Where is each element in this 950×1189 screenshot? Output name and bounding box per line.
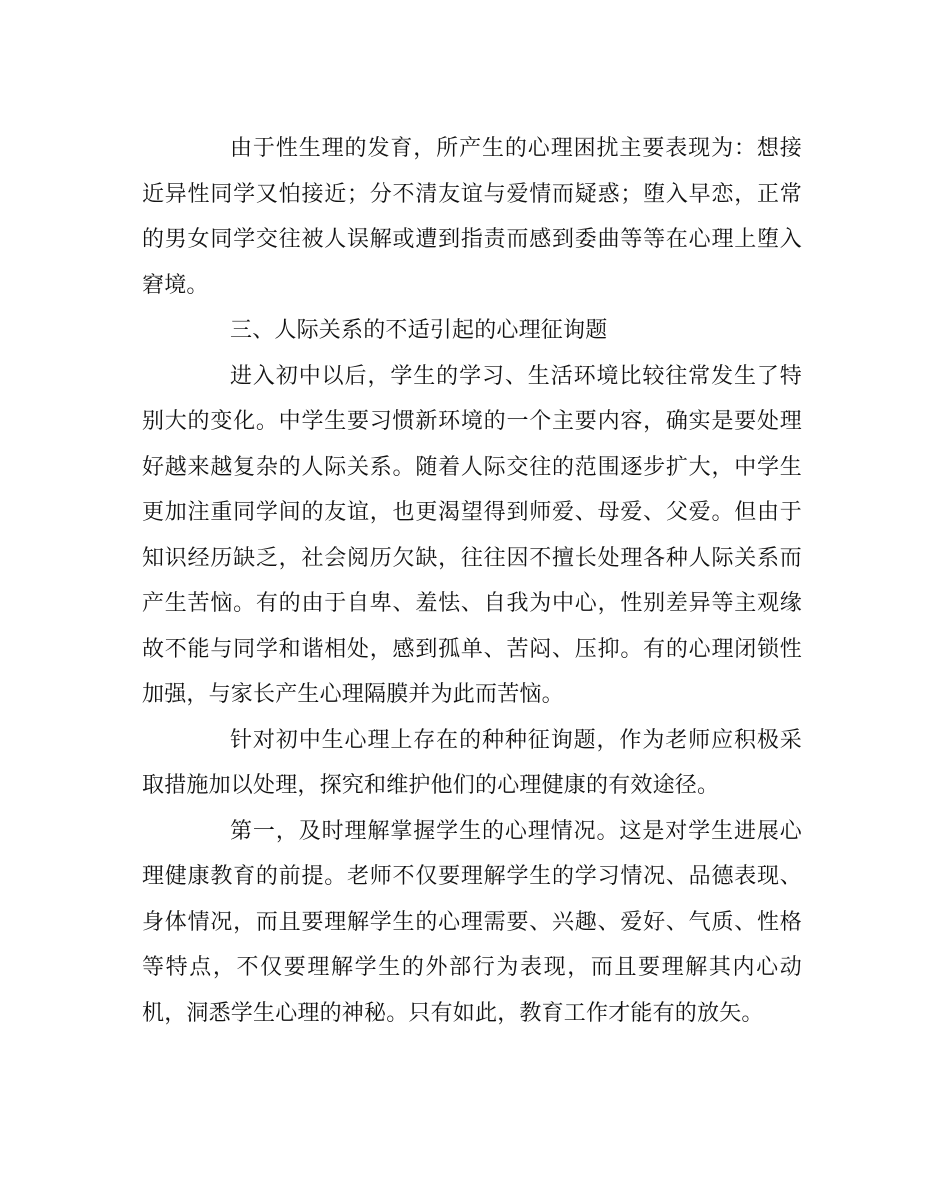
paragraph-interpersonal-changes: 进入初中以后，学生的学习、生活环境比较往常发生了特别大的变化。中学生要习惯新环境的一个主要内容，确实是要处理好越来越复杂的人际关系。随着人际交往的范围逐步扩大，中学生更加注重同学间的友谊，也更渴望得到师爱、母爱、父爱。但由于知识经历缺乏，社会阅历欠缺，往往因不擅长处理各种人际关系而产生苦恼。有的由于自卑、羞怯、自我为中心，性别差异等主观缘故不能与同学和谐相处，感到孤单、苦闷、压抑。有的心理闭锁性加强，与家长产生心理隔膜并为此而苦恼。 bbox=[142, 363, 802, 707]
document-body bbox=[142, 126, 802, 1036]
paragraph-teacher-measures: 针对初中生心理上存在的种种征询题，作为老师应积极采取措施加以处理，探究和维护他们的心理健康的有效途径。 bbox=[142, 727, 802, 798]
paragraph-first-understand-students: 第一，及时理解掌握学生的心理情况。这是对学生进展心理健康教育的前提。老师不仅要理解学生的学习情况、品德表现、身体情况，而且要理解学生的心理需要、兴趣、爱好、气质、性格等特点，不仅要理解学生的外部行为表现，而且要理解其内心动机，洞悉学生心理的神秘。只有如此，教育工作才能有的放矢。 bbox=[142, 818, 802, 1026]
paragraph-puberty-confusion: 由于性生理的发育，所产生的心理困扰主要表现为：想接近异性同学又怕接近；分不清友谊与爱情而疑惑；堕入早恋，正常的男女同学交往被人误解或遭到指责而感到委曲等等在心理上堕入窘境。 bbox=[142, 136, 802, 298]
section-heading-interpersonal: 三、人际关系的不适引起的心理征询题 bbox=[230, 318, 608, 343]
